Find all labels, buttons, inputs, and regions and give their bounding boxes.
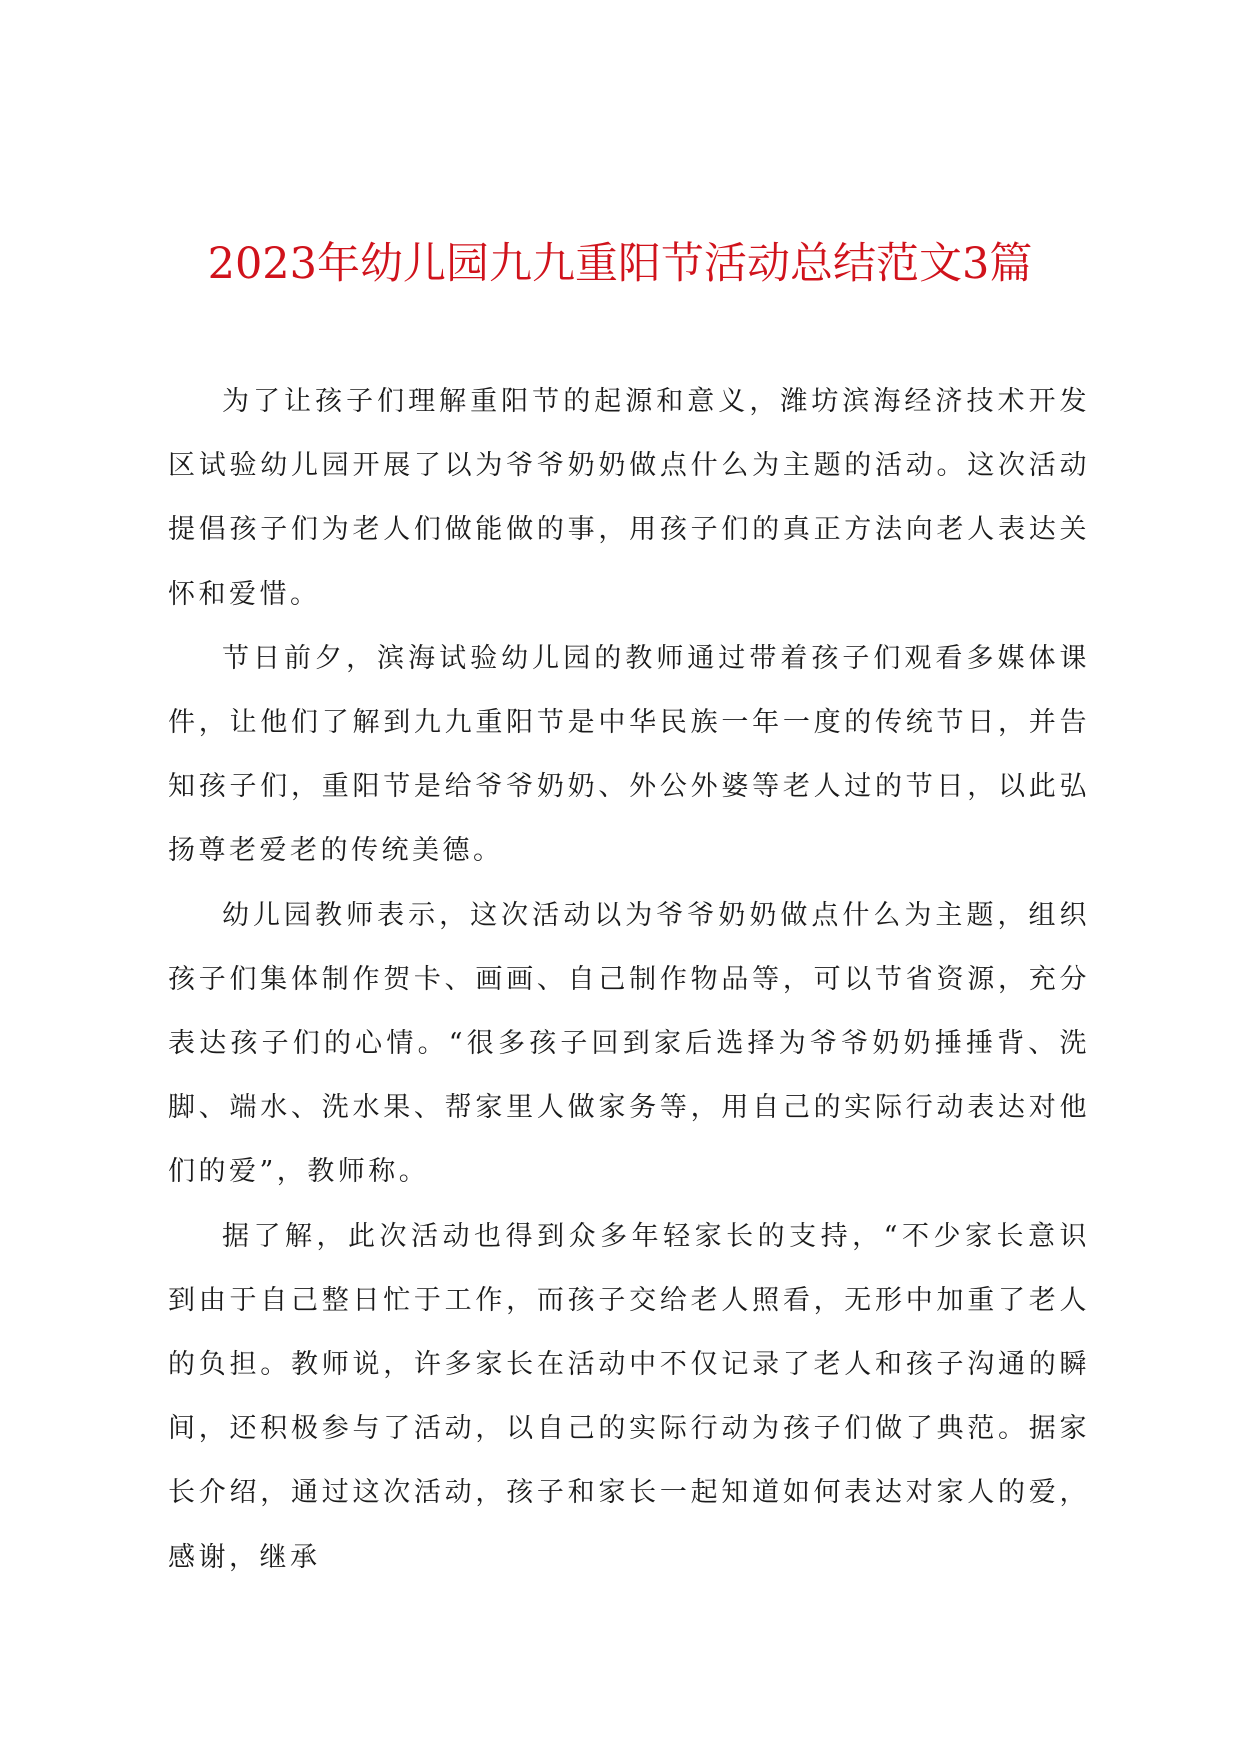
paragraph-4: 据了解，此次活动也得到众多年轻家长的支持，“不少家长意识到由于自己整日忙于工作，而孩子交给老人照看，无形中加重了老人的负担。教师说，许多家长在活动中不仅记录了老人和孩子沟通的瞬间，还积极参与了活动，以自己的实际行动为孩子们做了典范。据家长介绍，通过这次活动，孩子和家长一起知道如何表达对家人的爱，感谢，继承 (168, 1220, 1090, 1573)
paragraph-2: 节日前夕，滨海试验幼儿园的教师通过带着孩子们观看多媒体课件，让他们了解到九九重阳节是中华民族一年一度的传统节日，并告知孩子们，重阳节是给爷爷奶奶、外公外婆等老人过的节日，以此弘扬尊老爱老的传统美德。 (168, 642, 1090, 867)
document-body (168, 370, 1090, 1590)
paragraph-1: 为了让孩子们理解重阳节的起源和意义，潍坊滨海经济技术开发区试验幼儿园开展了以为爷爷奶奶做点什么为主题的活动。这次活动提倡孩子们为老人们做能做的事，用孩子们的真正方法向老人表达关怀和爱惜。 (168, 386, 1090, 610)
document-title: 2023年幼儿园九九重阳节活动总结范文3篇 (207, 239, 1033, 289)
paragraph-3: 幼儿园教师表示，这次活动以为爷爷奶奶做点什么为主题，组织孩子们集体制作贺卡、画画、自己制作物品等，可以节省资源，充分表达孩子们的心情。“很多孩子回到家后选择为爷爷奶奶捶捶背、洗脚、端水、洗水果、帮家里人做家务等，用自己的实际行动表达对他们的爱”，教师称。 (168, 899, 1090, 1188)
